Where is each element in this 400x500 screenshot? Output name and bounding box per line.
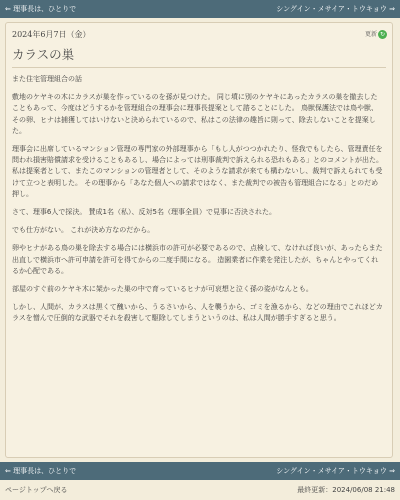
paragraph: さて、理事6人で採決。 賛成1名（私）、反対5名（理事全員）で見事に否決された。 <box>12 208 276 217</box>
left-arrow-icon: ⇐ <box>5 5 11 13</box>
next-article-label: シングイン・メサイア・トウキョウ <box>276 467 387 475</box>
update-label: 更新 <box>364 31 377 38</box>
article-body <box>12 74 384 332</box>
bottom-navigation <box>0 462 400 480</box>
update-link[interactable] <box>365 29 387 39</box>
page-footer <box>0 480 400 500</box>
refresh-icon: ↻ <box>379 31 386 38</box>
right-arrow-icon: ⇒ <box>389 467 395 475</box>
article-card <box>5 22 393 458</box>
paragraph: でも仕方がない。 これが決め方なのだから。 <box>12 226 155 235</box>
prev-article-label: 理事長は、ひとりで <box>13 5 77 13</box>
paragraph: 理事会に出席しているマンション管理の専門家の外部理事から「もし人がつつかれたり、怪我でもしたら、管理責任を問われ損害賠償請求を受けることもあるし、場合によっては刑事裁判で訴えられる恐れもある」とのコメントが出た。 私は提案者として、またこのマンションの管理者として、そのような請求が来ても構わないし、裁判で訴えられても受けて立つと表明した。 その理事から「あなた個人への請求ではなく、また裁判での被告も管理組合になる」とのだめ押し。 <box>12 145 383 198</box>
next-article-link-bottom[interactable] <box>276 462 395 480</box>
article-date: 2024年6月7日（金） <box>12 30 91 39</box>
paragraph: 卵やヒナがある鳥の巣を除去する場合には横浜市の許可が必要であるので、点検して、なければ良いが、あったらまた出直しで横浜市へ許可申請を許可を得てからの二度手間になる。 造園業者に作業を発注したが、ちゃんとやってくれるか心配である。 <box>12 244 383 275</box>
right-arrow-icon: ⇒ <box>389 5 395 13</box>
article-title: カラスの巣 <box>12 45 386 68</box>
back-to-top-link[interactable]: ページトップへ戻る <box>5 486 68 494</box>
prev-article-link[interactable] <box>5 0 76 18</box>
paragraph: しかし、人間が、カラスは黒くて醜いから、うるさいから、人を襲うから、ゴミを漁るから、などの理由でこれほどカラスを憎んで圧倒的な武器でそれを殺害して駆除してしまうというのは、私は人間が勝手すぎると思う。 <box>12 303 383 323</box>
paragraph: 敷地のケヤキの木にカラスが巣を作っているのを孫が見つけた。 同じ墳に別のケヤキにあったカラスの巣を撤去したこともあって、今度はどうするかを管理組合の理事会に理事長提案として諮ることにした。 鳥獣保護法では鳥や獣、その卵、ヒナは捕獲してはいけないと決められているので、私はこの法律の趣旨に則って、除去しないことを提案した。 <box>12 93 379 135</box>
next-article-link[interactable] <box>276 0 395 18</box>
top-navigation <box>0 0 400 18</box>
paragraph: また住宅管理組合の話 <box>12 75 82 83</box>
paragraph: 部屋のすぐ前のケヤキ木に架かった巣の中で育っているヒナが可哀想と泣く孫の姿がなんとも。 <box>12 285 313 294</box>
next-article-label: シングイン・メサイア・トウキョウ <box>276 5 387 13</box>
last-updated: 最終更新：2024/06/08 21:48 <box>297 486 395 494</box>
left-arrow-icon: ⇐ <box>5 467 11 475</box>
prev-article-link-bottom[interactable] <box>5 462 76 480</box>
prev-article-label: 理事長は、ひとりで <box>13 467 77 475</box>
